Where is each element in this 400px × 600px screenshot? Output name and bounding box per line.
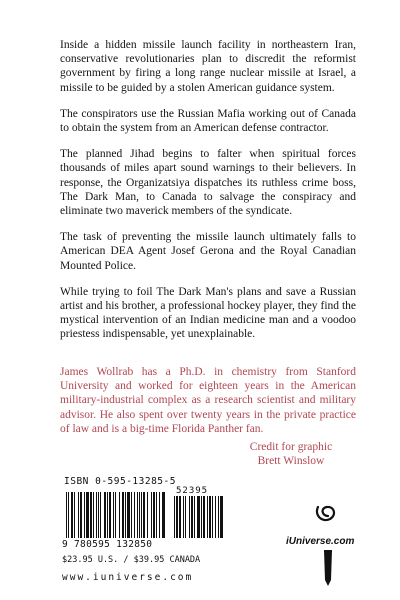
ean-digits: 9 780595 132850 — [62, 539, 153, 550]
credit-line-2: Brett Winslow — [257, 455, 325, 468]
publisher-name: iUniverse.com — [286, 536, 355, 547]
price-addon-code: 52395 — [176, 486, 209, 496]
publisher-url: www.iuniverse.com — [62, 572, 194, 583]
synopsis-paragraph-5: While trying to foil The Dark Man's plans and save a Russian artist and his brother, a professional hockey player, they find the mystical intervention of an Indian medicine man and a voodoo priestess indispensable, yet unexplainable. — [60, 285, 356, 341]
author-bio: James Wollrab has a Ph.D. in chemistry from Stanford University and worked for eighteen years in the American military-industrial complex as a research scientist and military advisor. He also spent over twenty years in the private practice of law and is a big-time Florida Panther fan. — [60, 366, 356, 435]
addon-barcode — [174, 496, 224, 538]
graphic-credit — [231, 440, 351, 468]
synopsis-paragraph-4: The task of preventing the missile launch ultimately falls to American DEA Agent Josef Gerona and the Royal Canadian Mounted Police. — [60, 231, 356, 272]
synopsis-paragraph-3: The planned Jihad begins to falter when spiritual forces thousands of miles apart sound warnings to their believers. In response, the Organizatsiya dispatches its ruthless crime boss, The Dark Man, to Canada to salvage the conspiracy and eliminate two maverick members of the syndicate. — [60, 148, 356, 218]
price: $23.95 U.S. / $39.95 CANADA — [62, 555, 201, 565]
synopsis-paragraph-2: The conspirators use the Russian Mafia working out of Canada to obtain the system from an American defense contractor. — [60, 107, 356, 135]
credit-line-1: Credit for graphic — [249, 441, 333, 453]
synopsis-paragraph-1: Inside a hidden missile launch facility in northeastern Iran, conservative revolutionaries plan to discredit the reformist government by firing a long range nuclear missile at Israel, a missile to be guided by a stolen American guidance system. — [60, 39, 356, 94]
ean-barcode — [66, 492, 166, 538]
synopsis — [60, 38, 356, 354]
isbn: ISBN 0-595-13285-5 — [64, 476, 176, 487]
